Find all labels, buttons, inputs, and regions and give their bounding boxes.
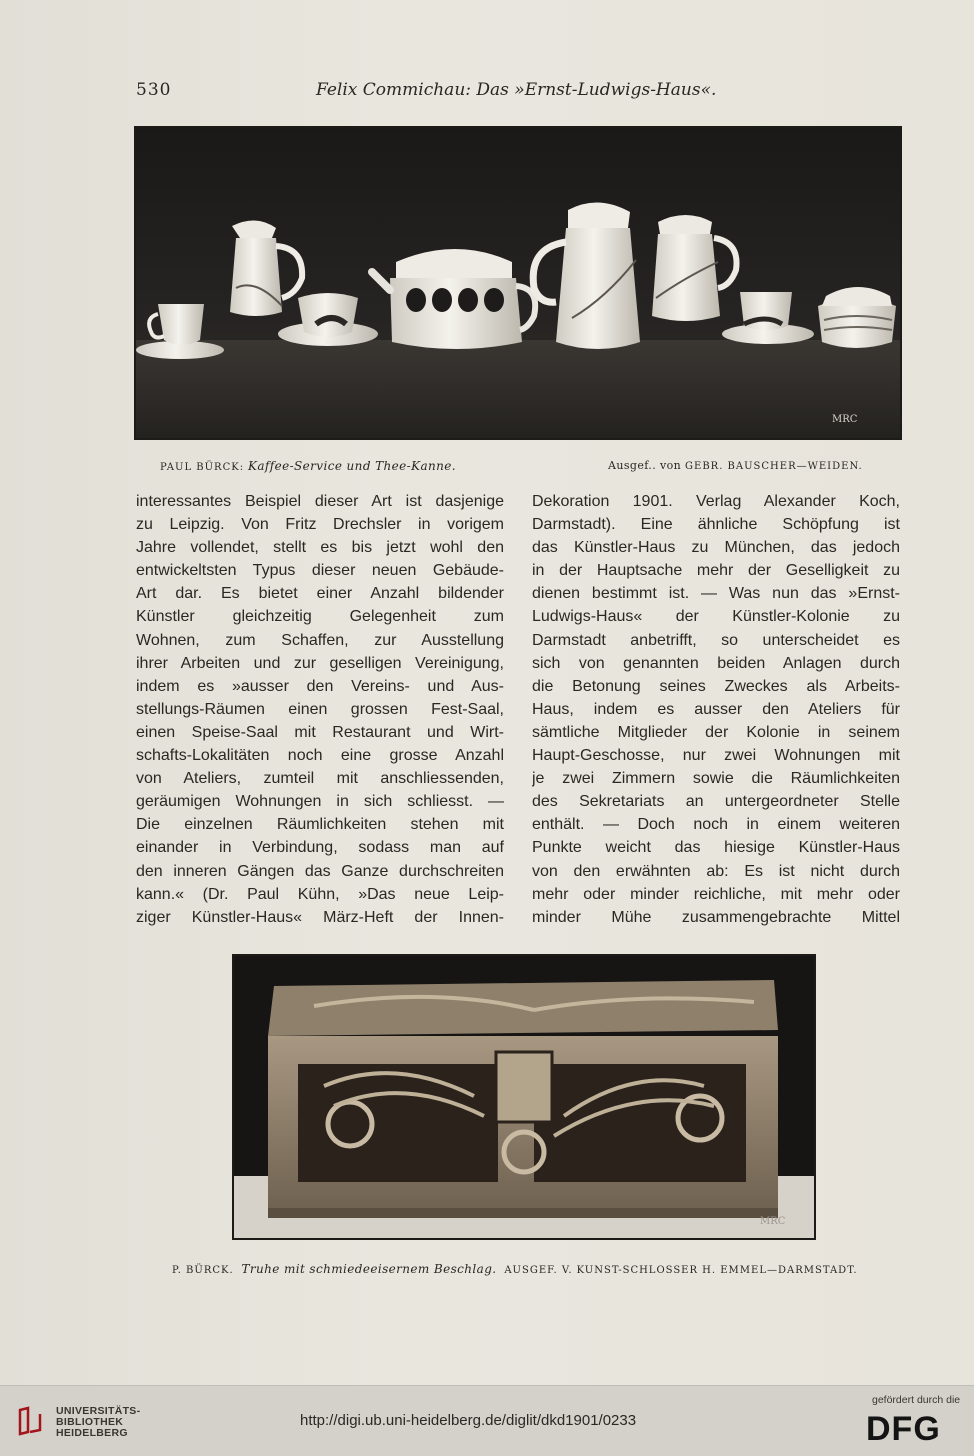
text-line: von den erwähnten ab: Es ist nicht durch bbox=[532, 862, 900, 880]
running-title: Felix Commichau: Das »Ernst-Ludwigs-Haus«. bbox=[316, 80, 717, 100]
figure1-caption-title: Kaffee-Service und Thee-Kanne. bbox=[247, 459, 456, 473]
text-line: Haupt-Geschosse, nur zwei Wohnungen mit bbox=[532, 747, 900, 765]
figure1-caption-author: PAUL BÜRCK: bbox=[160, 462, 245, 473]
running-head bbox=[0, 80, 974, 104]
text-line: den inneren Gängen das Ganze durchschreiten bbox=[136, 862, 504, 880]
figure2-caption-author: P. BÜRCK. bbox=[172, 1265, 234, 1276]
coffee-service-photo bbox=[134, 126, 902, 440]
body-column-left bbox=[136, 490, 504, 929]
page-number: 530 bbox=[136, 80, 172, 100]
figure1-caption-right bbox=[608, 459, 863, 472]
funded-by-label: gefördert durch die bbox=[872, 1394, 961, 1406]
text-line: enthält. — Doch noch in einem weiteren bbox=[532, 816, 900, 834]
text-line: Punkte weicht das hiesige Künstler-Haus bbox=[532, 839, 900, 857]
text-line: Darmstadt anbetrifft, so unterscheidet es bbox=[532, 631, 900, 649]
figure1-caption-credit-prefix: Ausgef.. von bbox=[608, 459, 682, 472]
dfg-logo: DFG bbox=[866, 1410, 941, 1448]
figure2-caption-title: Truhe mit schmiedeeisernem Beschlag. bbox=[241, 1262, 497, 1276]
library-name-line3: HEIDELBERG bbox=[56, 1427, 128, 1439]
text-line: ihrer Arbeiten und zur geselligen Vereinigung, bbox=[136, 654, 504, 672]
text-line: minder Mühe zusammengebrachte Mittel bbox=[532, 908, 900, 926]
figure2-caption bbox=[172, 1262, 858, 1276]
text-line: Ludwigs-Haus« der Künstler-Kolonie zu bbox=[532, 608, 900, 626]
text-line: sich von genannten beiden Anlagen durch bbox=[532, 654, 900, 672]
text-line: je zwei Zimmern sowie die Räumlichkeiten bbox=[532, 770, 900, 788]
text-line: kann.« (Dr. Paul Kühn, »Das neue Leip- bbox=[136, 885, 504, 903]
text-line: Darmstadt). Eine ähnliche Schöpfung ist bbox=[532, 516, 900, 534]
text-line: Die einzelnen Räumlichkeiten stehen mit bbox=[136, 816, 504, 834]
text-line: Jahre vollendet, stellt es bis jetzt wohl den bbox=[136, 539, 504, 557]
library-name-line1: UNIVERSITÄTS- bbox=[56, 1405, 141, 1417]
text-line: zu Leipzig. Von Fritz Drechsler in vorigem bbox=[136, 516, 504, 534]
figure1-caption-left bbox=[160, 459, 456, 473]
text-line: stellungs-Räumen einen grossen Fest-Saal, bbox=[136, 700, 504, 718]
text-line: Wohnen, zum Schaffen, zur Ausstellung bbox=[136, 631, 504, 649]
text-line: ziger Künstler-Haus« März-Heft der Innen- bbox=[136, 908, 504, 926]
text-line: indem es »ausser den Vereins- und Aus- bbox=[136, 677, 504, 695]
text-line: Künstler gleichzeitig Gelegenheit zum bbox=[136, 608, 504, 626]
text-line: sämtliche Mitglieder der Kolonie in seinem bbox=[532, 723, 900, 741]
text-line: dienen bestimmt ist. — Was nun das »Ernst- bbox=[532, 585, 900, 603]
figure2-monogram: MRC bbox=[760, 1216, 786, 1227]
text-line: schafts-Lokalitäten noch eine grosse Anzahl bbox=[136, 747, 504, 765]
text-line: geräumigen Wohnungen in sich schliesst. — bbox=[136, 793, 504, 811]
university-library-logo-icon bbox=[18, 1406, 42, 1436]
text-line: das Künstler-Haus zu München, das jedoch bbox=[532, 539, 900, 557]
body-column-right bbox=[532, 490, 900, 929]
text-line: des Sekretariats an untergeordneter Stelle bbox=[532, 793, 900, 811]
text-line: die Betonung seines Zweckes als Arbeits- bbox=[532, 677, 900, 695]
library-name bbox=[56, 1406, 140, 1439]
text-line: von Ateliers, zumteil mit anschliessenden, bbox=[136, 770, 504, 788]
text-line: Dekoration 1901. Verlag Alexander Koch, bbox=[532, 493, 900, 510]
digitization-footer bbox=[0, 1385, 974, 1456]
text-line: mehr oder minder reichliche, mit mehr oder bbox=[532, 885, 900, 903]
figure1-monogram: MRC bbox=[832, 414, 858, 425]
figure2-caption-credit: AUSGEF. V. KUNST-SCHLOSSER H. EMMEL—DARMSTADT. bbox=[504, 1265, 858, 1276]
text-line: in der Hauptsache mehr der Geselligkeit zu bbox=[532, 562, 900, 580]
library-name-line2: BIBLIOTHEK bbox=[56, 1416, 124, 1428]
text-line: interessantes Beispiel dieser Art ist dasjenige bbox=[136, 493, 504, 510]
text-line: einander in Verbindung, sodass man auf bbox=[136, 839, 504, 857]
figure1-caption-credit-firm: GEBR. BAUSCHER—WEIDEN. bbox=[685, 461, 863, 472]
text-line: Art dar. Es bietet einer Anzahl bildender bbox=[136, 585, 504, 603]
chest-photo bbox=[232, 954, 816, 1240]
text-line: entwickeltsten Typus dieser neuen Gebäude- bbox=[136, 562, 504, 580]
permalink-url[interactable]: http://digi.ub.uni-heidelberg.de/diglit/dkd1901/0233 bbox=[300, 1412, 637, 1429]
text-line: einen Speise-Saal mit Restaurant und Wirt- bbox=[136, 723, 504, 741]
text-line: Haus, indem es ausser den Ateliers für bbox=[532, 700, 900, 718]
